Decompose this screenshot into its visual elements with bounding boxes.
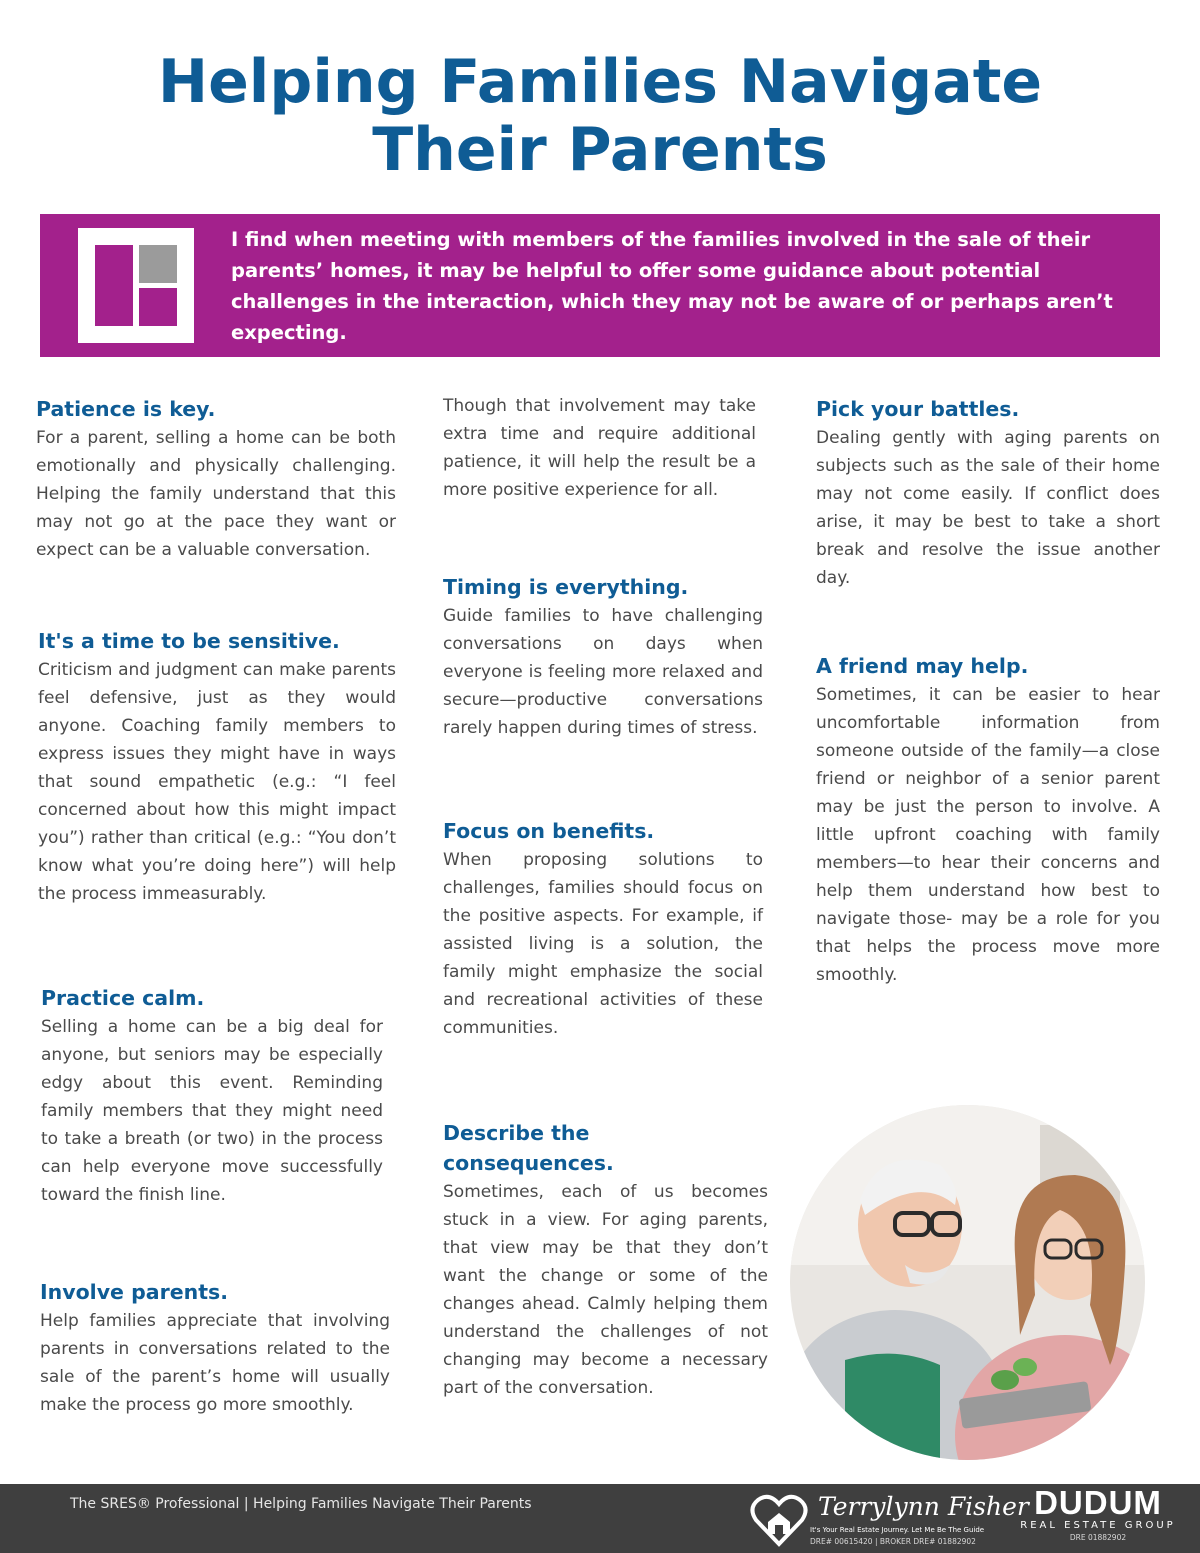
- photo-illustration: [790, 1105, 1145, 1460]
- section-heading: Timing is everything.: [443, 575, 689, 599]
- section-benefits: [443, 816, 763, 1042]
- section-consequences: [443, 1118, 768, 1402]
- section-heading: Patience is key.: [36, 397, 216, 421]
- section-heading: A friend may help.: [816, 654, 1029, 678]
- section-battles: [816, 394, 1160, 592]
- brand-terrylynn-fisher: [750, 1488, 1029, 1550]
- layout-blocks-icon: [78, 228, 194, 343]
- section-timing: [443, 572, 763, 742]
- section-patience: [36, 394, 396, 564]
- photo-senior-and-daughter: [790, 1105, 1145, 1460]
- section-body: Sometimes, it can be easier to hear uncomfortable information from someone outside of the family—a close friend or neighbor of a senior parent may be just the person to involve. A little upfront coaching with family members—to hear their concerns and help them understand how best to navigate those- may be a role for you that helps the process move more smoothly.: [816, 685, 1160, 985]
- section-heading: Practice calm.: [41, 986, 205, 1010]
- section-heading: Pick your battles.: [816, 397, 1020, 421]
- section-calm: [41, 983, 383, 1209]
- section-body: Dealing gently with aging parents on subjects such as the sale of their home may not come easily. If conflict does arise, it may be best to take a short break and resolve the issue another day.: [816, 428, 1160, 588]
- section-involve-continued: [443, 392, 756, 504]
- section-heading: It's a time to be sensitive.: [38, 629, 340, 653]
- brand-license: DRE 01882902: [1069, 1533, 1127, 1542]
- section-friend: [816, 651, 1160, 989]
- brand-tagline: It's Your Real Estate Journey. Let Me Be The Guide: [810, 1526, 985, 1534]
- section-body: Help families appreciate that involving parents in conversations related to the sale of the parent’s home will usually make the process go more smoothly.: [40, 1311, 390, 1415]
- brand-dudum: [1008, 1486, 1188, 1550]
- intro-text: I find when meeting with members of the families involved in the sale of their parents’ homes, it may be helpful to offer some guidance about potential challenges in the interaction, which they may not be aware of or perhaps aren’t expecting.: [231, 228, 1113, 344]
- page-title-line-2: Their Parents: [372, 115, 828, 185]
- brand-name: DUDUM: [1034, 1484, 1162, 1521]
- section-involve: [40, 1277, 390, 1419]
- section-body: Though that involvement may take extra time and require additional patience, it will help the result be a more positive experience for all.: [443, 396, 756, 500]
- section-body: Criticism and judgment can make parents feel defensive, just as they would anyone. Coaching family members to express issues they might have in ways that sound empathetic (e.g.: “I feel concerned about how this might impact you”) rather than critical (e.g.: “You don’t know what you’re doing here”) will help the process immeasurably.: [38, 660, 396, 904]
- section-sensitive: [38, 626, 396, 908]
- section-body: Guide families to have challenging conversations on days when everyone is feeling more relaxed and secure—productive conversations rarely happen during times of stress.: [443, 606, 763, 738]
- intro-banner: [40, 214, 1160, 357]
- section-heading: Involve parents.: [40, 1280, 229, 1304]
- section-body: For a parent, selling a home can be both emotionally and physically challenging. Helping the family understand that this may not go at the pace they want or expect can be a valuable conversation.: [36, 428, 396, 560]
- section-heading: [443, 1118, 768, 1178]
- brand-subtitle: REAL ESTATE GROUP: [1020, 1520, 1176, 1531]
- section-heading-line-2: consequences.: [443, 1151, 614, 1175]
- page-title-line-1: Helping Families Navigate: [157, 47, 1043, 117]
- footer-bar: [0, 1484, 1200, 1553]
- section-heading: Focus on benefits.: [443, 819, 655, 843]
- brand-name: Terrylynn Fisher: [818, 1492, 1029, 1521]
- section-heading-line-1: Describe the: [443, 1121, 590, 1145]
- section-body: When proposing solutions to challenges, families should focus on the positive aspects. For example, if assisted living is a solution, the family might emphasize the social and recreational activities of these communities.: [443, 850, 763, 1038]
- brand-license: DRE# 00615420 | BROKER DRE# 01882902: [810, 1537, 976, 1546]
- section-body: Selling a home can be a big deal for anyone, but seniors may be especially edgy about this event. Reminding family members that they might need to take a breath (or two) in the process can help everyone move successfully toward the finish line.: [41, 1017, 383, 1205]
- heart-house-icon: [750, 1492, 808, 1548]
- footer-caption: The SRES® Professional | Helping Families Navigate Their Parents: [70, 1496, 532, 1512]
- section-body: Sometimes, each of us becomes stuck in a view. For aging parents, that view may be that they don’t want the change or some of the changes ahead. Calmly helping them understand the challenges of not changing may become a necessary part of the conversation.: [443, 1182, 768, 1398]
- page-title: [0, 48, 1200, 184]
